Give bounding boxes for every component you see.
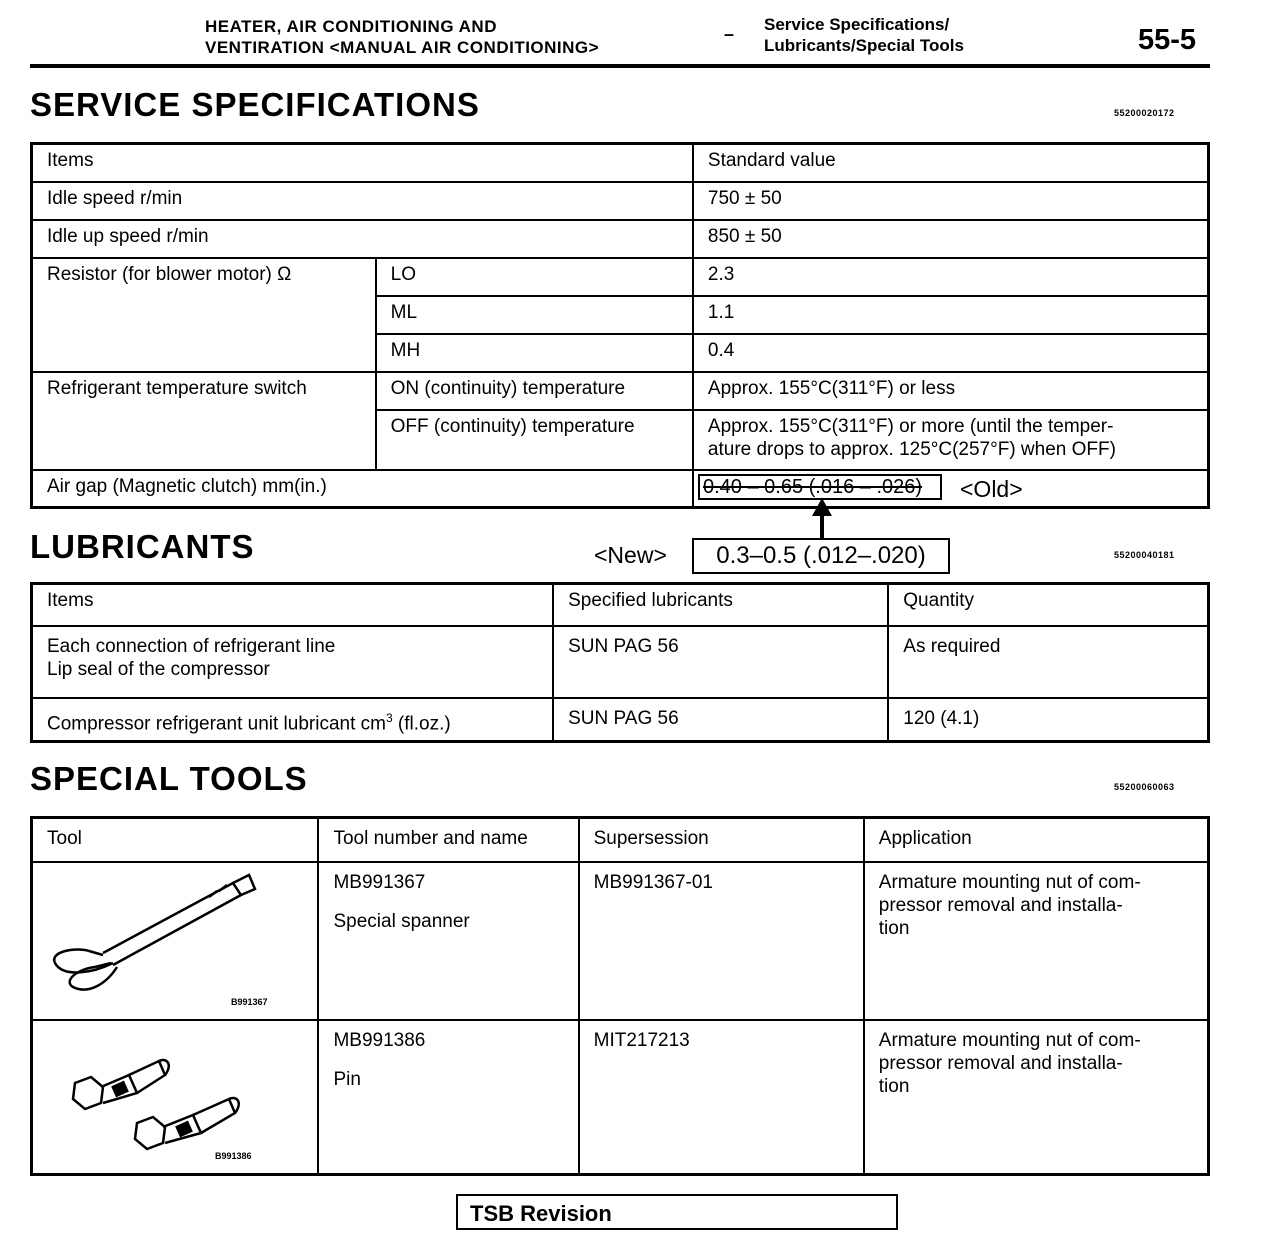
resistor-lo-value: 2.3	[693, 258, 1209, 296]
chapter-title	[205, 16, 599, 58]
air-gap-label: Air gap (Magnetic clutch) mm(in.)	[32, 470, 693, 508]
resistor-ml-value: 1.1	[693, 296, 1209, 334]
col-standard-header: Standard value	[693, 144, 1209, 182]
lub-row1-quantity: As required	[888, 626, 1208, 698]
refrigerant-switch-label: Refrigerant temperature switch	[32, 372, 376, 470]
special-tools-title: SPECIAL TOOLS	[30, 760, 308, 797]
tool-2-number-cell	[318, 1020, 578, 1175]
tool-2-application-line3: tion	[878, 1075, 910, 1097]
resistor-lo: LO	[376, 258, 693, 296]
tool-2-application-line2: pressor removal and installa-	[878, 1052, 1123, 1074]
section-title-line2: Lubricants/Special Tools	[764, 36, 964, 55]
resistor-label: Resistor (for blower motor) Ω	[32, 258, 376, 372]
revision-arrow-icon	[812, 498, 832, 540]
lub-col-items: Items	[32, 584, 554, 626]
tool-2-application-line1: Armature mounting nut of com-	[878, 1029, 1141, 1051]
lub-col-quantity: Quantity	[888, 584, 1208, 626]
resistor-mh-value: 0.4	[693, 334, 1209, 372]
lub-row2-item-sup: 3	[385, 710, 393, 725]
pin-icon	[33, 1021, 313, 1167]
idle-speed-value: 750 ± 50	[693, 182, 1209, 220]
special-tools-code: 55200060063	[1114, 782, 1175, 792]
idle-speed-label: Idle speed r/min	[32, 182, 693, 220]
lub-row1-item-line2: Lip seal of the compressor	[47, 658, 270, 680]
chapter-title-line2: VENTIRATION <MANUAL AIR CONDITIONING>	[205, 38, 600, 57]
lub-row2-item-text: Compressor refrigerant unit lubricant cm	[47, 712, 386, 734]
tool-1-application-line3: tion	[878, 917, 910, 939]
tools-col-number: Tool number and name	[318, 818, 578, 862]
tool-1-number: MB991367	[333, 871, 426, 893]
special-tools-table	[30, 816, 1210, 1176]
tool-2-supersession: MIT217213	[579, 1020, 864, 1175]
tool-1-application-line1: Armature mounting nut of com-	[878, 871, 1141, 893]
tool-1-name: Special spanner	[333, 910, 470, 932]
tool-1-application	[864, 862, 1209, 1020]
tool-2-application	[864, 1020, 1209, 1175]
tool-1-number-cell	[318, 862, 578, 1020]
chapter-title-line1: HEATER, AIR CONDITIONING AND	[205, 17, 497, 36]
air-gap-new-value: 0.3–0.5 (.012–.020)	[692, 538, 950, 574]
tools-col-application: Application	[864, 818, 1209, 862]
switch-on: ON (continuity) temperature	[376, 372, 693, 410]
lubricants-title: LUBRICANTS	[30, 528, 255, 565]
lub-row2-item-unit: (fl.oz.)	[392, 712, 451, 734]
switch-off: OFF (continuity) temperature	[376, 410, 693, 470]
air-gap-old-label: <Old>	[960, 476, 1023, 502]
header-dash: –	[724, 24, 735, 44]
lub-row1-item-line1: Each connection of refrigerant line	[47, 635, 336, 657]
lub-row2-item	[32, 698, 554, 742]
resistor-ml: ML	[376, 296, 693, 334]
section-title-line1: Service Specifications/	[764, 15, 950, 34]
lub-col-lubricant: Specified lubricants	[553, 584, 888, 626]
page-number: 55-5	[1138, 24, 1197, 56]
tool-1-supersession: MB991367-01	[579, 862, 864, 1020]
section-title	[764, 14, 964, 56]
switch-off-value	[693, 410, 1209, 470]
lub-row2-quantity: 120 (4.1)	[888, 698, 1208, 742]
col-items-header: Items	[32, 144, 693, 182]
tool-2-number: MB991386	[333, 1029, 426, 1051]
lubricants-table	[30, 582, 1210, 743]
air-gap-new-label: <New>	[594, 542, 667, 568]
switch-off-value-line1: Approx. 155°C(311°F) or more (until the temper-	[707, 415, 1114, 437]
tools-col-tool: Tool	[32, 818, 319, 862]
tool-1-image-cell	[32, 862, 319, 1020]
switch-off-value-line2: ature drops to approx. 125°C(257°F) when OFF)	[707, 438, 1116, 460]
lub-row2-lubricant: SUN PAG 56	[553, 698, 888, 742]
air-gap-old-value: 0.40 – 0.65 (.016 – .026)	[698, 474, 942, 500]
tsb-revision-box: TSB Revision	[456, 1194, 898, 1230]
service-specifications-title: SERVICE SPECIFICATIONS	[30, 86, 480, 123]
tool-1-application-line2: pressor removal and installa-	[878, 894, 1123, 916]
lub-row1-items	[32, 626, 554, 698]
resistor-mh: MH	[376, 334, 693, 372]
tool-2-image-cell	[32, 1020, 319, 1175]
idle-up-label: Idle up speed r/min	[32, 220, 693, 258]
special-spanner-icon	[33, 863, 313, 1013]
tools-col-supersession: Supersession	[579, 818, 864, 862]
idle-up-value: 850 ± 50	[693, 220, 1209, 258]
switch-on-value: Approx. 155°C(311°F) or less	[693, 372, 1209, 410]
service-specifications-table	[30, 142, 1210, 509]
service-specifications-code: 55200020172	[1114, 108, 1175, 118]
header-rule	[30, 64, 1210, 68]
lubricants-code: 55200040181	[1114, 550, 1175, 560]
tool-1-image-code: B991367	[231, 996, 268, 1007]
lub-row1-lubricant: SUN PAG 56	[553, 626, 888, 698]
tool-2-name: Pin	[333, 1068, 361, 1090]
tool-2-image-code: B991386	[215, 1150, 252, 1161]
